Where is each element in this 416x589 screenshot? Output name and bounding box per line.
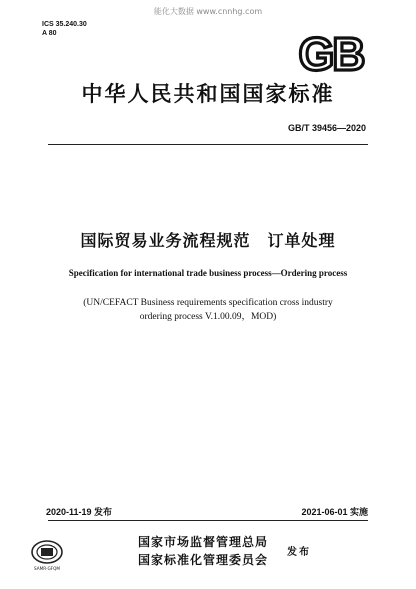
adoption-note [60,296,356,324]
adoption-note-line-2: ordering process V.1.00.09，MOD) [139,312,277,322]
implementation-date: 2021-06-01 实施 [301,507,368,517]
classification-codes [42,20,87,38]
document-title-en: Specification for international trade business process—Ordering process [68,268,348,278]
issuer-samr: 国家市场监督管理总局 [138,535,269,549]
issuer-seal-icon [30,538,64,572]
publish-label: 发布 [287,547,311,558]
ics-code: ICS 35.240.30 [42,21,87,28]
top-divider [48,144,368,145]
document-title-cn: 国际贸易业务流程规范 订单处理 [80,231,336,250]
standard-number: GB/T 39456—2020 [287,123,366,133]
bottom-divider [48,520,368,521]
national-standard-title: 中华人民共和国国家标准 [81,81,335,106]
gb-logo-lettering: GB [298,30,364,76]
issue-date: 2020-11-19 发布 [46,507,113,517]
gb-logo [290,30,372,76]
ccs-code: A 80 [42,30,57,37]
issuer-sac: 国家标准化管理委员会 [138,553,269,567]
watermark-text: 能化大数据 www.cnnhg.com [153,7,263,16]
adoption-note-line-1: (UN/CEFACT Business requirements specification cross industry [83,298,333,308]
seal-caption: SAMR·GFQM [33,566,61,571]
